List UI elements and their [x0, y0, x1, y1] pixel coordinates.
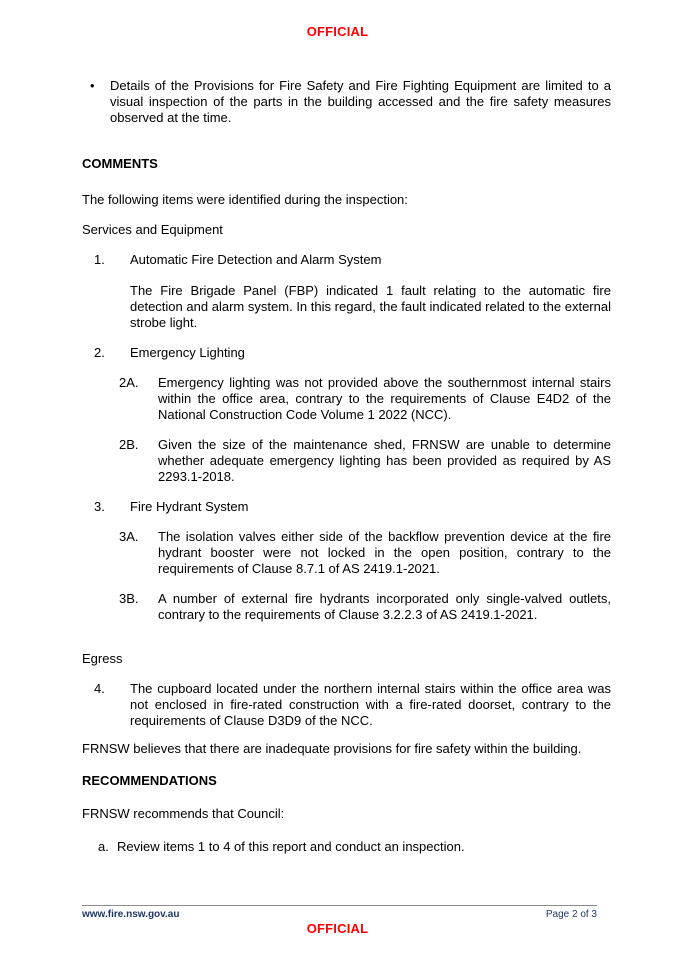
- classification-banner-top: OFFICIAL: [306, 24, 369, 39]
- intro-bullet-item: [82, 78, 611, 126]
- classification-banner-bottom: OFFICIAL: [306, 921, 369, 936]
- item-2-number: 2.: [94, 345, 105, 360]
- subitem-2a-text: Emergency lighting was not provided above the southernmost internal stairs within the office area, contrary to the requirements of Clause E4D2 of the National Construction Code Volume 1 2022 (NCC).: [158, 375, 611, 422]
- item-1-title-row: [82, 252, 611, 268]
- item-2-title-row: [82, 345, 611, 361]
- subitem-2b-row: [82, 437, 611, 485]
- footer-divider: [82, 905, 597, 906]
- subitem-3b-text: A number of external fire hydrants incorporated only single-valved outlets, contrary to the requirements of Clause 3.2.2.3 of AS 2419.1-2021.: [158, 591, 611, 622]
- subitem-3b-row: [82, 591, 611, 623]
- subitem-2b-text: Given the size of the maintenance shed, FRNSW are unable to determine whether adequate emergency lighting has been provided as required by AS 2293.1-2018.: [158, 437, 611, 484]
- item-1-title: Automatic Fire Detection and Alarm System: [130, 252, 382, 267]
- item-3-title-row: [82, 499, 611, 515]
- recommendation-a-label: a.: [98, 839, 109, 854]
- recommendation-a-row: [82, 839, 611, 855]
- group-title-egress: Egress: [82, 651, 123, 666]
- subitem-2a-label: 2A.: [119, 375, 139, 390]
- subitem-3a-text: The isolation valves either side of the backflow prevention device at the fire hydrant booster were not locked in the open position, contrary to the requirements of Clause 8.7.1 of AS 2419.1-2021.: [158, 529, 611, 576]
- group-title-services-and-equipment: Services and Equipment: [82, 222, 223, 237]
- comments-heading: COMMENTS: [82, 156, 158, 171]
- footer-page-number: Page 2 of 3: [545, 909, 597, 920]
- recommendations-intro: FRNSW recommends that Council:: [82, 806, 285, 821]
- item-2-title: Emergency Lighting: [130, 345, 245, 360]
- subitem-2a-row: [82, 375, 611, 423]
- subitem-3a-row: [82, 529, 611, 577]
- footer-website-link[interactable]: www.fire.nsw.gov.au: [82, 909, 180, 920]
- item-1-body-row: [82, 283, 611, 331]
- item-3-title: Fire Hydrant System: [130, 499, 249, 514]
- item-1-body: The Fire Brigade Panel (FBP) indicated 1 fault relating to the automatic fire detection and alarm system. In this regard, the fault indicated related to the external strobe light.: [130, 283, 611, 330]
- comments-intro: The following items were identified during the inspection:: [82, 192, 408, 207]
- item-3-number: 3.: [94, 499, 105, 514]
- item-1-number: 1.: [94, 252, 105, 267]
- intro-bullet-text: Details of the Provisions for Fire Safety and Fire Fighting Equipment are limited to a visual inspection of the parts in the building accessed and the fire safety measures observed at the time.: [110, 78, 611, 125]
- subitem-2b-label: 2B.: [119, 437, 139, 452]
- bullet-marker: •: [90, 78, 95, 93]
- item-4-body: The cupboard located under the northern internal stairs within the office area was not enclosed in fire-rated construction with a fire-rated doorset, contrary to the requirements of Clause D3D9 of the NCC.: [130, 681, 611, 728]
- subitem-3b-label: 3B.: [119, 591, 139, 606]
- footer: [82, 908, 597, 921]
- item-1-body-indent: [82, 283, 130, 331]
- comments-conclusion: FRNSW believes that there are inadequate provisions for fire safety within the building.: [82, 741, 582, 756]
- item-4-row: [82, 681, 611, 729]
- recommendations-heading: RECOMMENDATIONS: [82, 773, 217, 788]
- recommendation-a-text: Review items 1 to 4 of this report and conduct an inspection.: [117, 839, 465, 854]
- subitem-3a-label: 3A.: [119, 529, 139, 544]
- item-4-number: 4.: [94, 681, 105, 696]
